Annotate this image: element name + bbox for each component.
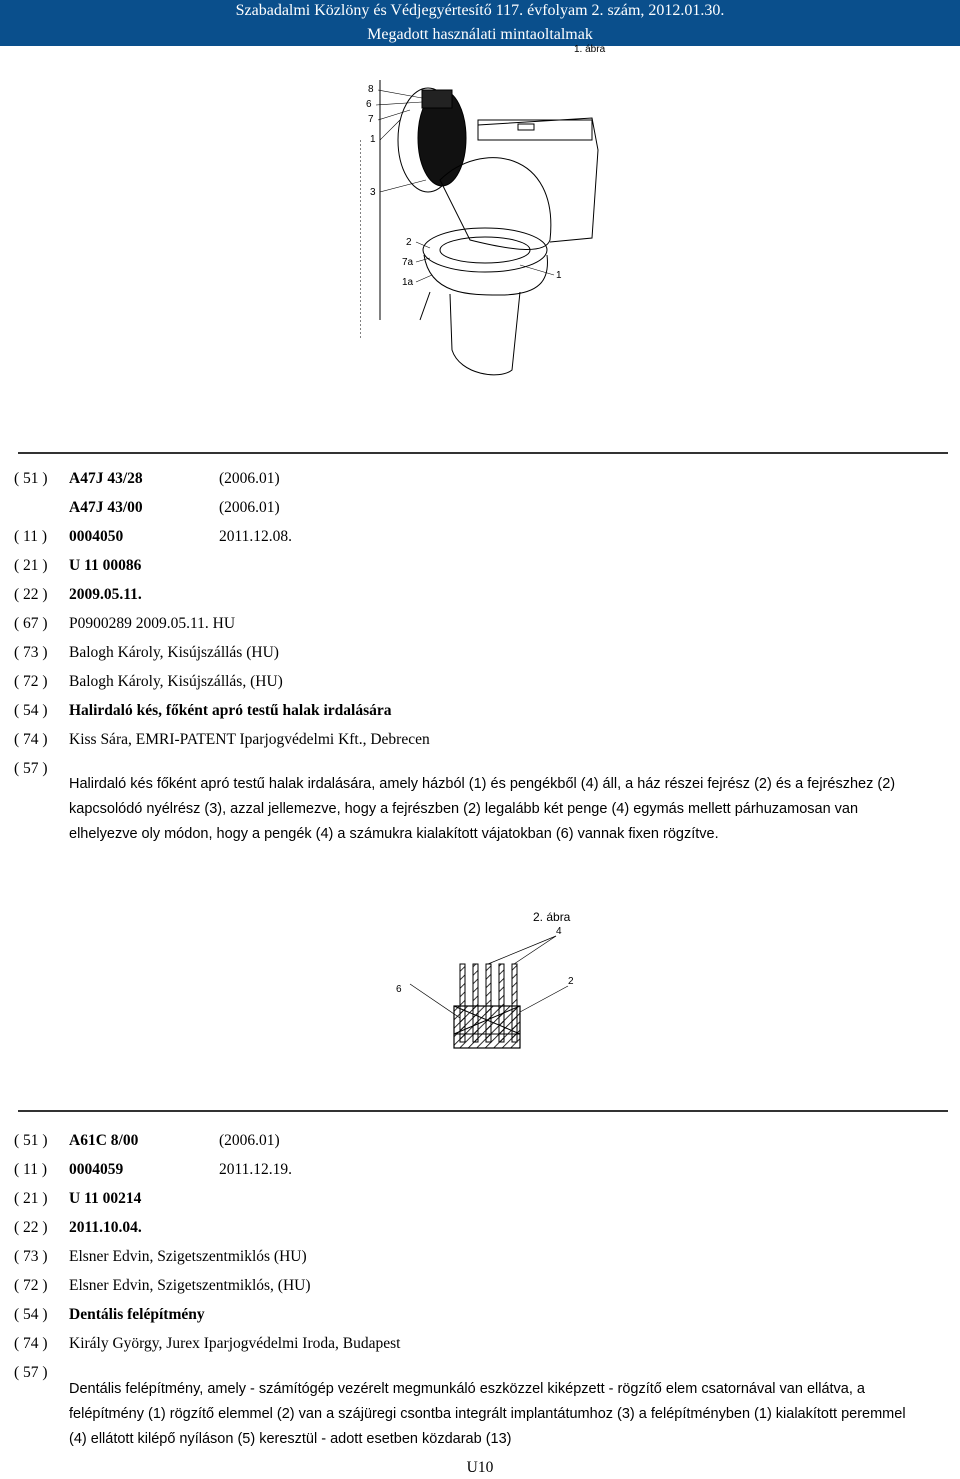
ipc-date: (2006.01) — [219, 1132, 280, 1149]
representative: Kiss Sára, EMRI-PATENT Iparjogvédelmi Kft., Debrecen — [69, 731, 430, 748]
inventor: Balogh Károly, Kisújszállás, (HU) — [69, 673, 283, 690]
owner: Balogh Károly, Kisújszállás (HU) — [69, 644, 279, 661]
fig1-label: 1 — [556, 270, 562, 281]
abstract: Halirdaló kés főként apró testű halak irdalására, amely házból (1) és pengékből (4) áll, a ház részei fejrész (2) és a fejrészhez (2) kapcsolódó nyélrész (3), azzal jellemezve, hogy a fejrészben (2) legalább két penge (4) egymás mellett párhuzamosan van elhelyezve oly módon, hogy a pengék (4) a számukra kialakított vájatokban (6) vannak fixen rögzítve. — [69, 776, 896, 842]
section-divider — [18, 452, 948, 454]
registration-number: 0004050 — [69, 528, 124, 545]
ipc-date: (2006.01) — [219, 499, 280, 516]
section-header: Megadott használati mintaoltalmak — [0, 24, 960, 46]
application-number: U 11 00214 — [69, 1190, 142, 1207]
section-divider — [18, 1110, 948, 1112]
priority: P0900289 2009.05.11. HU — [69, 615, 236, 632]
fig1-label: 1a — [402, 277, 414, 288]
journal-header: Szabadalmi Közlöny és Védjegyértesítő 117. évfolyam 2. szám, 2012.01.30. — [0, 0, 960, 25]
figure1-toilet-drawing — [360, 80, 620, 390]
title: Halirdaló kés, főként apró testű halak irdalására — [69, 702, 392, 719]
fig1-label: 1 — [370, 134, 376, 145]
ipc-class: A61C 8/00 — [69, 1132, 139, 1149]
page-number: U10 — [466, 1459, 494, 1476]
application-number: U 11 00086 — [69, 557, 142, 574]
fig2-label: 6 — [396, 984, 402, 995]
registration-date: 2011.12.08. — [219, 528, 293, 545]
ipc-date: (2006.01) — [219, 470, 280, 487]
filing-date: 2011.10.04. — [69, 1219, 142, 1236]
fig1-label: 2 — [406, 237, 412, 248]
fig2-label: 2 — [568, 976, 574, 987]
ipc-class: A47J 43/28 — [69, 470, 143, 487]
fig1-label: 7 — [368, 114, 374, 125]
figure1-caption: 1. ábra — [574, 44, 606, 55]
fig1-label: 6 — [366, 99, 372, 110]
fig1-label: 3 — [370, 187, 376, 198]
figure2-knife-drawing — [390, 922, 590, 1052]
fig1-label: 7a — [402, 257, 414, 268]
registration-date: 2011.12.19. — [219, 1161, 293, 1178]
filing-date: 2009.05.11. — [69, 586, 142, 603]
owner: Elsner Edvin, Szigetszentmiklós (HU) — [69, 1248, 307, 1265]
representative: Király György, Jurex Iparjogvédelmi Iroda, Budapest — [69, 1335, 401, 1352]
abstract: Dentális felépítmény, amely - számítógép vezérelt megmunkáló eszközzel kiképzett - rögzítő elem csatornával van ellátva, a felépítmény (1) rögzítő elemmel (2) van a szájüregi csontba integrált implantátumhoz (3) a felépítményben (1) kialakított peremmel (4) ellátott kilépő nyíláson (5) keresztül - adott esetben közdarab (13) — [69, 1381, 906, 1447]
inventor: Elsner Edvin, Szigetszentmiklós, (HU) — [69, 1277, 311, 1294]
fig1-label: 8 — [368, 84, 374, 95]
figure2-caption: 2. ábra — [533, 910, 571, 924]
title: Dentális felépítmény — [69, 1306, 205, 1323]
registration-number: 0004059 — [69, 1161, 124, 1178]
ipc-class: A47J 43/00 — [69, 499, 143, 516]
fig2-label: 4 — [556, 926, 562, 937]
